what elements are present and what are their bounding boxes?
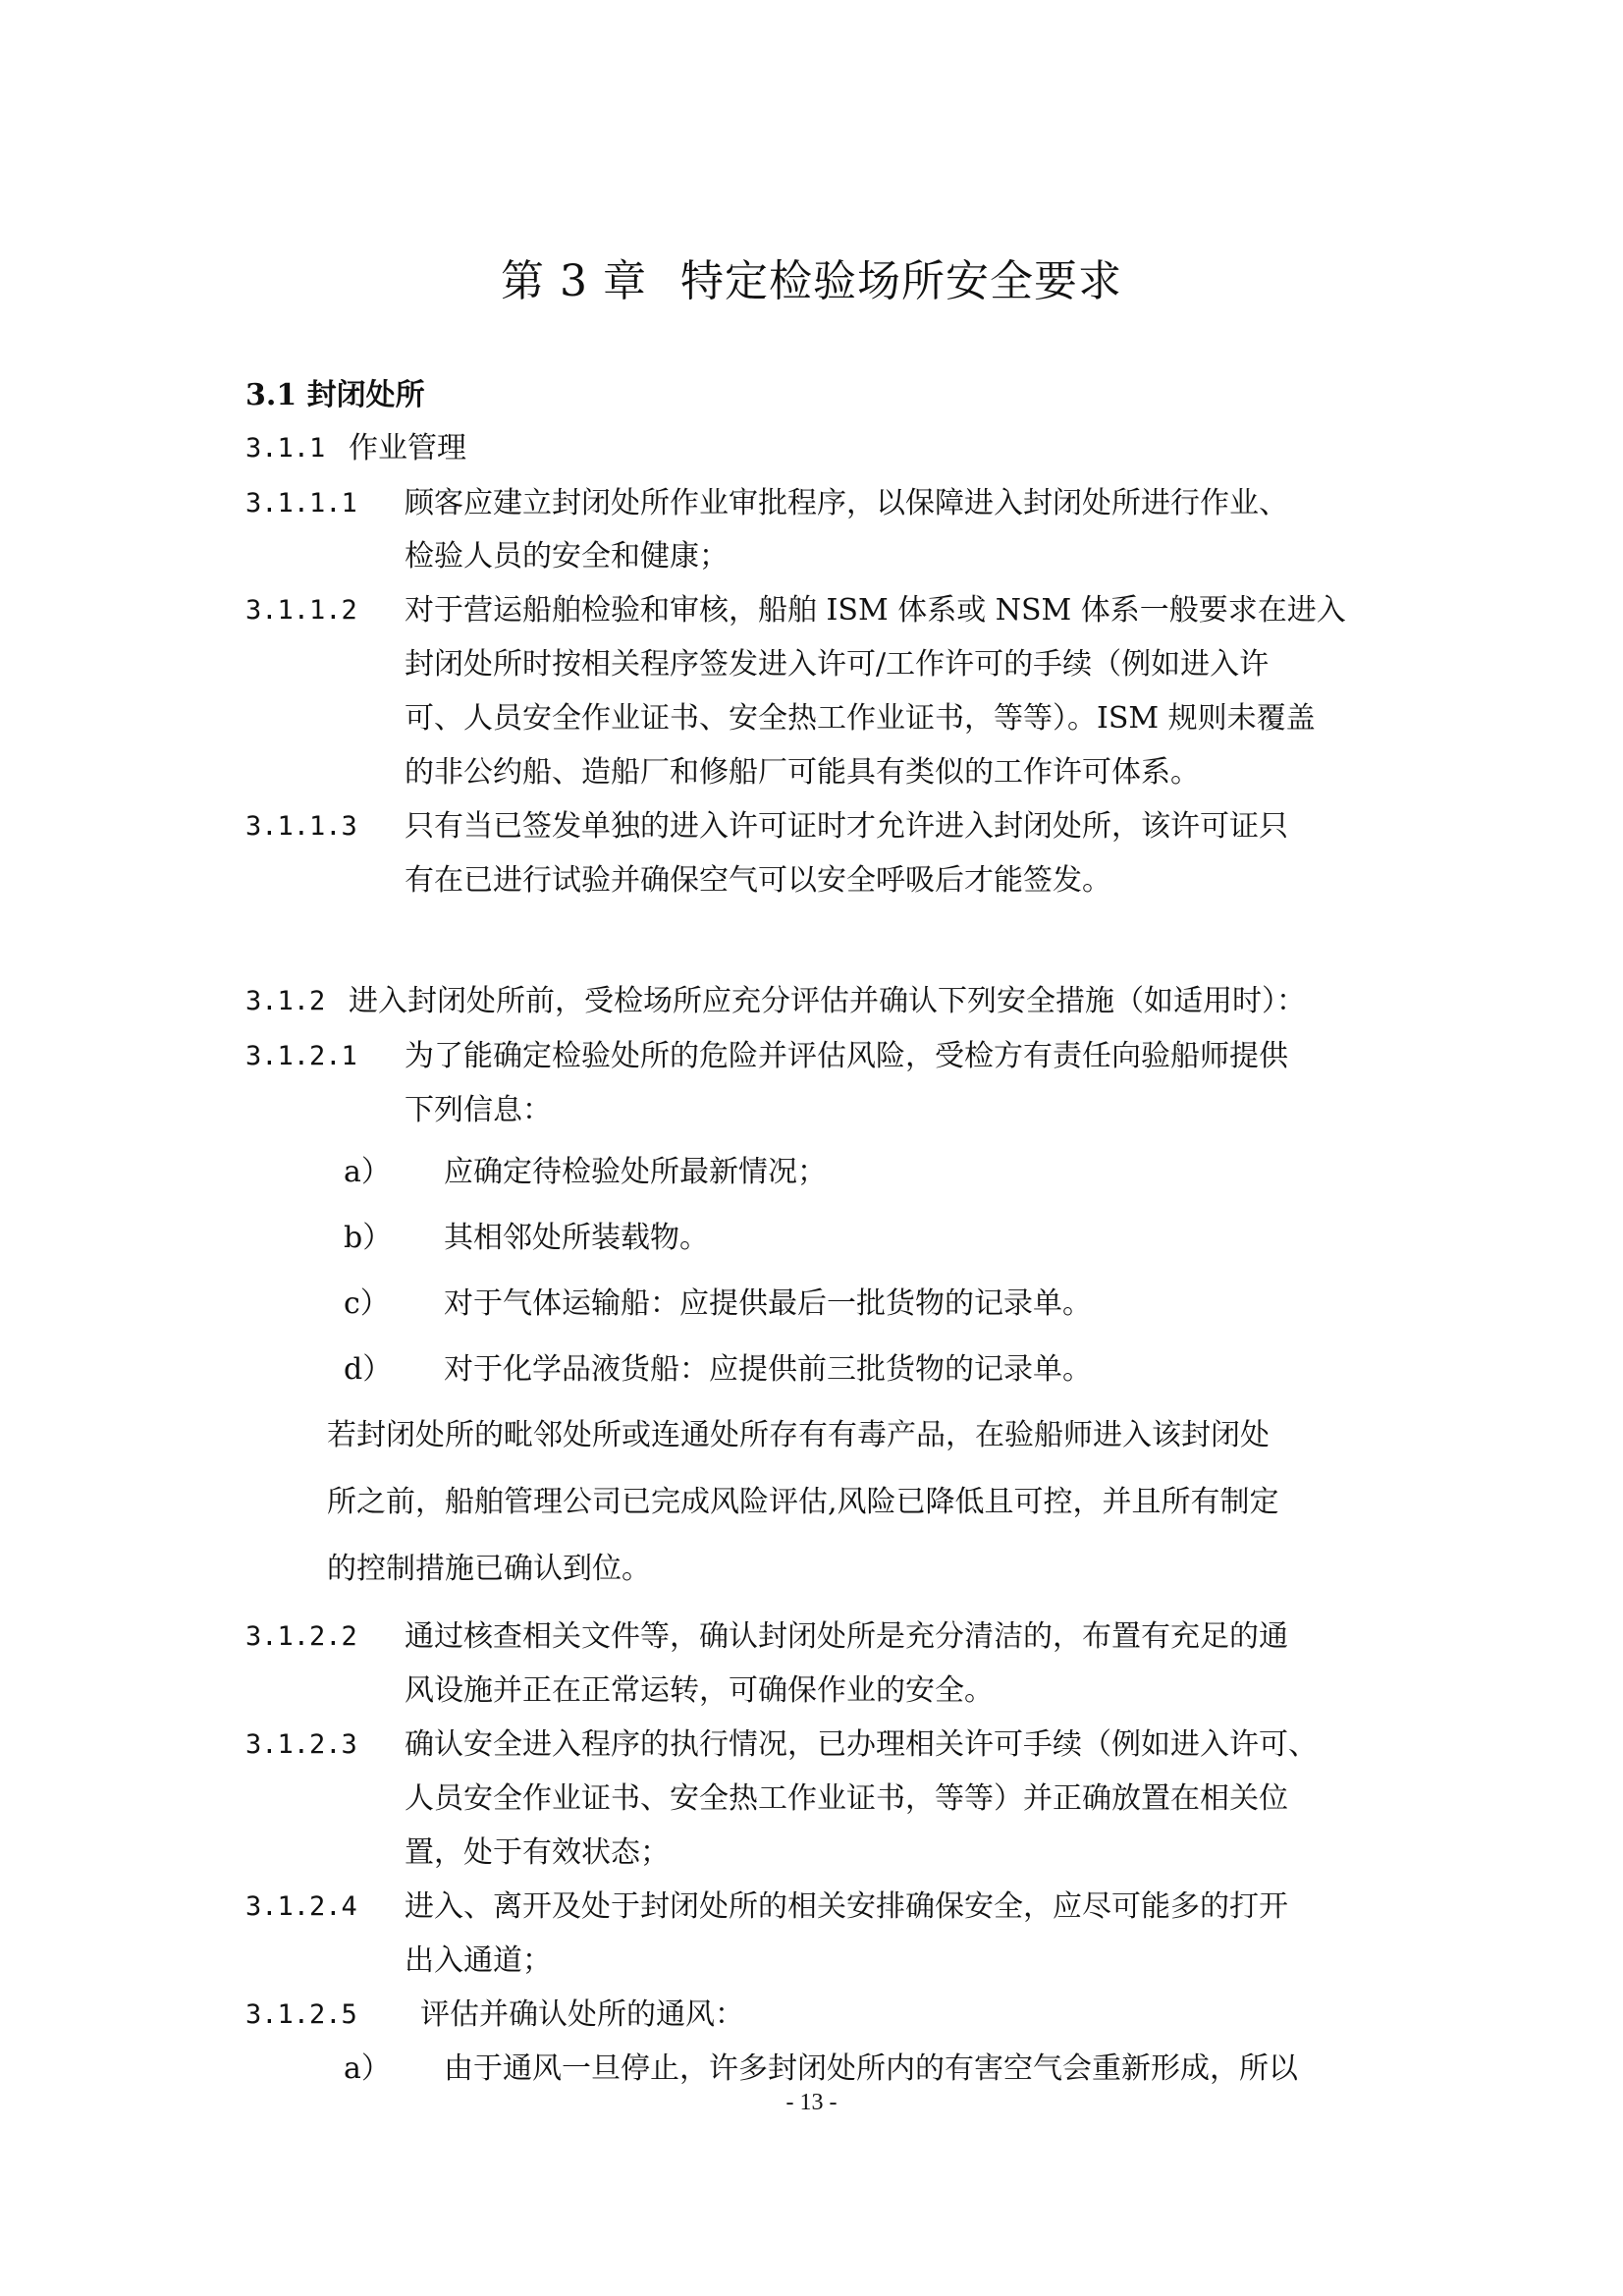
clause-number-3-1-2-2: 3.1.2.2: [245, 1621, 357, 1652]
list-label: a）: [344, 2051, 391, 2086]
subsection-number-3-1-2: 3.1.2: [245, 986, 326, 1016]
section-heading-3-1: 3.1 封闭处所: [245, 378, 425, 412]
paragraph-line: 的控制措施已确认到位。: [327, 1552, 651, 1586]
clause-3-1-1-2-line: 的非公约船、造船厂和修船厂可能具有类似的工作许可体系。: [405, 755, 1200, 790]
clause-number-3-1-1-2: 3.1.1.2: [245, 595, 357, 626]
clause-number-3-1-2-1: 3.1.2.1: [245, 1041, 357, 1071]
clause-number-3-1-2-5: 3.1.2.5: [245, 1999, 357, 2030]
clause-number-3-1-2-4: 3.1.2.4: [245, 1891, 357, 1922]
clause-3-1-2-3-line: 确认安全进入程序的执行情况，已办理相关许可手续（例如进入许可、: [405, 1727, 1318, 1762]
clause-3-1-1-1-line: 顾客应建立封闭处所作业审批程序，以保障进入封闭处所进行作业、: [405, 486, 1288, 520]
clause-3-1-2-3-line: 置，处于有效状态；: [405, 1835, 670, 1870]
clause-3-1-2-4-line: 出入通道；: [405, 1943, 552, 1978]
chapter-title: [0, 246, 1623, 308]
clause-3-1-2-1-line: 为了能确定检验处所的危险并评估风险，受检方有责任向验船师提供: [405, 1039, 1288, 1073]
clause-3-1-2-2-line: 风设施并正在正常运转，可确保作业的安全。: [405, 1673, 994, 1708]
list-label: a）: [344, 1155, 391, 1189]
page-number: - 13 -: [785, 2090, 838, 2115]
list-item-text: 对于化学品液货船：应提供前三批货物的记录单。: [444, 1352, 1092, 1387]
clause-3-1-1-2-line: 对于营运船舶检验和审核，船舶 ISM 体系或 NSM 体系一般要求在进入: [405, 593, 1346, 628]
list-item-text: 对于气体运输船：应提供最后一批货物的记录单。: [444, 1286, 1092, 1321]
clause-3-1-2-2-line: 通过核查相关文件等，确认封闭处所是充分清洁的，布置有充足的通: [405, 1619, 1288, 1654]
paragraph-line: 所之前，船舶管理公司已完成风险评估,风险已降低且可控，并且所有制定: [327, 1485, 1279, 1519]
list-item-text: 其相邻处所装载物。: [444, 1221, 709, 1255]
chapter-number: 第 3 章: [501, 256, 647, 306]
list-item-text: 应确定待检验处所最新情况；: [444, 1155, 827, 1189]
clause-3-1-2-1-line: 下列信息：: [405, 1093, 552, 1127]
clause-3-1-2-5-text: 评估并确认处所的通风：: [420, 1997, 744, 2032]
subsection-title-3-1-2: 进入封闭处所前，受检场所应充分评估并确认下列安全措施（如适用时）：: [349, 984, 1306, 1018]
subsection-title-3-1-1: 作业管理: [349, 431, 466, 465]
chapter-title-text: 特定检验场所安全要求: [679, 256, 1122, 306]
clause-number-3-1-1-3: 3.1.1.3: [245, 811, 357, 842]
list-item-text: 由于通风一旦停止，许多封闭处所内的有害空气会重新形成，所以: [444, 2051, 1298, 2086]
paragraph-line: 若封闭处所的毗邻处所或连通处所存有有毒产品，在验船师进入该封闭处: [327, 1418, 1270, 1452]
clause-3-1-1-2-line: 封闭处所时按相关程序签发进入许可/工作许可的手续（例如进入许: [405, 647, 1270, 682]
clause-number-3-1-2-3: 3.1.2.3: [245, 1729, 357, 1760]
list-label: b）: [344, 1221, 393, 1255]
clause-3-1-1-2-line: 可、人员安全作业证书、安全热工作业证书，等等）。ISM 规则未覆盖: [405, 701, 1316, 736]
subsection-number-3-1-1: 3.1.1: [245, 433, 326, 464]
clause-3-1-1-3-line: 只有当已签发单独的进入许可证时才允许进入封闭处所，该许可证只: [405, 809, 1288, 844]
list-label: d）: [344, 1352, 393, 1387]
clause-number-3-1-1-1: 3.1.1.1: [245, 488, 357, 519]
clause-3-1-1-3-line: 有在已进行试验并确保空气可以安全呼吸后才能签发。: [405, 863, 1111, 898]
clause-3-1-1-1-line: 检验人员的安全和健康；: [405, 539, 729, 574]
clause-3-1-2-3-line: 人员安全作业证书、安全热工作业证书，等等）并正确放置在相关位: [405, 1781, 1288, 1816]
list-label: c）: [344, 1286, 390, 1321]
clause-3-1-2-4-line: 进入、离开及处于封闭处所的相关安排确保安全，应尽可能多的打开: [405, 1889, 1288, 1924]
